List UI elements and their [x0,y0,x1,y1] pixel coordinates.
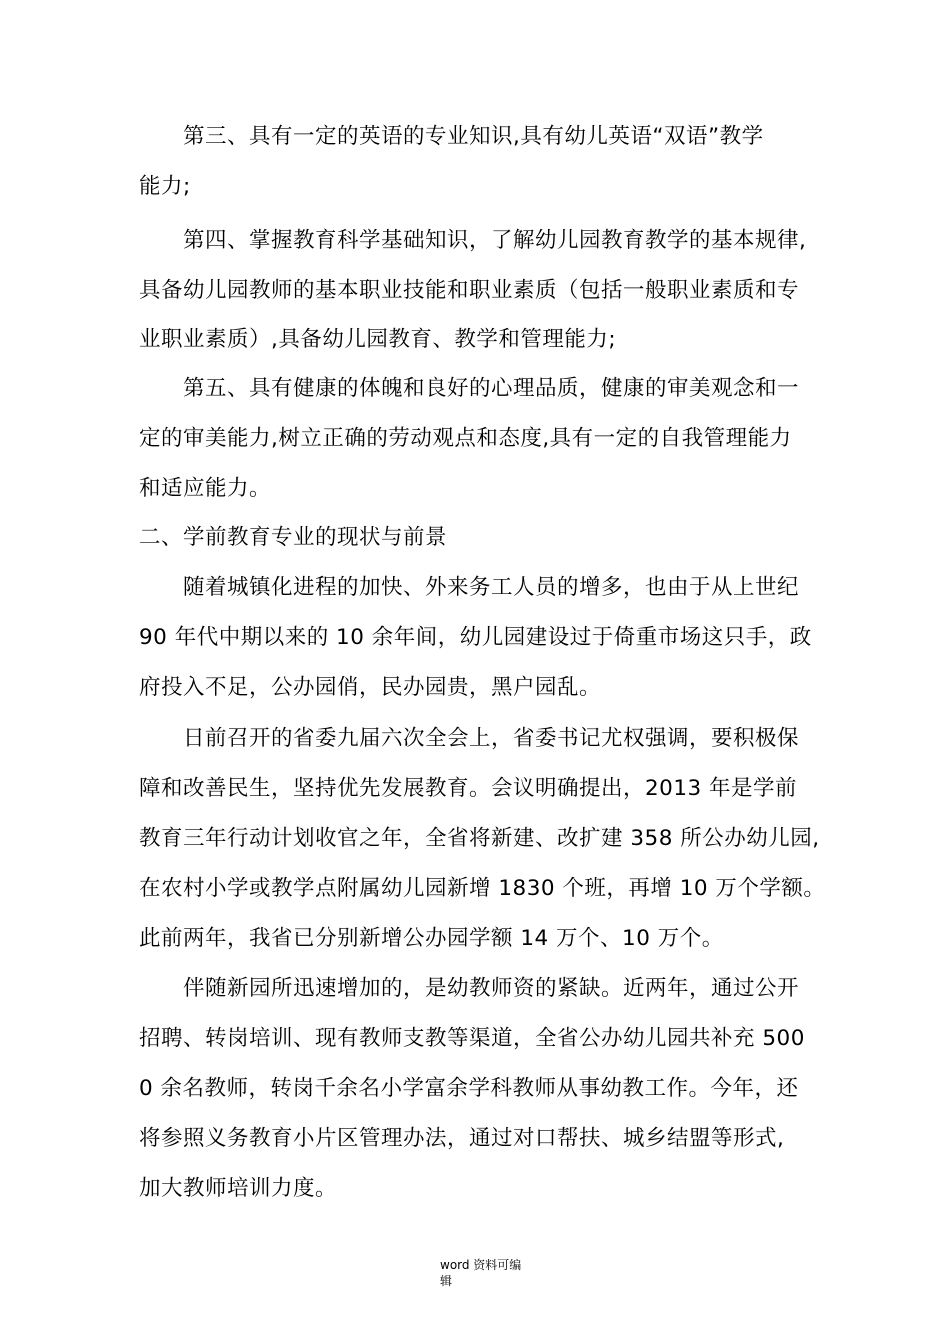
paragraph-line: 在农村小学或教学点附属幼儿园新增 1830 个班，再增 10 万个学额。 [139,876,826,901]
paragraph-line: 90 年代中期以来的 10 余年间，幼儿园建设过于倚重市场这只手，政 [139,625,812,650]
paragraph-line: 第四、掌握教育科学基础知识，了解幼儿园教育教学的基本规律, [139,228,807,253]
footer-note: 辑 [440,1274,453,1288]
paragraph-line: 定的审美能力,树立正确的劳动观点和态度,具有一定的自我管理能力 [139,426,792,451]
paragraph-line: 府投入不足，公办园俏，民办园贵，黑户园乱。 [139,675,602,700]
paragraph-line: 加大教师培训力度。 [139,1176,338,1201]
paragraph-line: 教育三年行动计划收官之年，全省将新建、改扩建 358 所公办幼儿园, [139,826,820,851]
paragraph-line: 此前两年，我省已分别新增公办园学额 14 万个、10 万个。 [139,926,724,951]
paragraph-line: 招聘、转岗培训、现有教师支教等渠道，全省公办幼儿园共补充 500 [139,1026,805,1051]
paragraph-line: 和适应能力。 [139,476,272,501]
paragraph-line: 第五、具有健康的体魄和良好的心理品质，健康的审美观念和一 [139,376,800,401]
paragraph-line: 将参照义务教育小片区管理办法，通过对口帮扶、城乡结盟等形式, [139,1126,785,1151]
paragraph-line: 能力; [139,174,191,199]
paragraph-line: 第三、具有一定的英语的专业知识,具有幼儿英语“双语”教学 [139,124,764,149]
paragraph-line: 0 余名教师，转岗千余名小学富余学科教师从事幼教工作。今年，还 [139,1076,799,1101]
footer-note: word 资料可编 [440,1258,522,1272]
section-heading: 二、学前教育专业的现状与前景 [139,525,448,550]
paragraph-line: 随着城镇化进程的加快、外来务工人员的增多，也由于从上世纪 [139,575,800,600]
paragraph-line: 业职业素质）,具备幼儿园教育、教学和管理能力; [139,327,617,352]
paragraph-line: 障和改善民生，坚持优先发展教育。会议明确提出，2013 年是学前 [139,776,798,801]
paragraph-line: 具备幼儿园教师的基本职业技能和职业素质（包括一般职业素质和专 [139,278,800,303]
paragraph-line: 日前召开的省委九届六次全会上，省委书记尤权强调，要积极保 [139,726,800,751]
paragraph-line: 伴随新园所迅速增加的，是幼教师资的紧缺。近两年，通过公开 [139,976,800,1001]
